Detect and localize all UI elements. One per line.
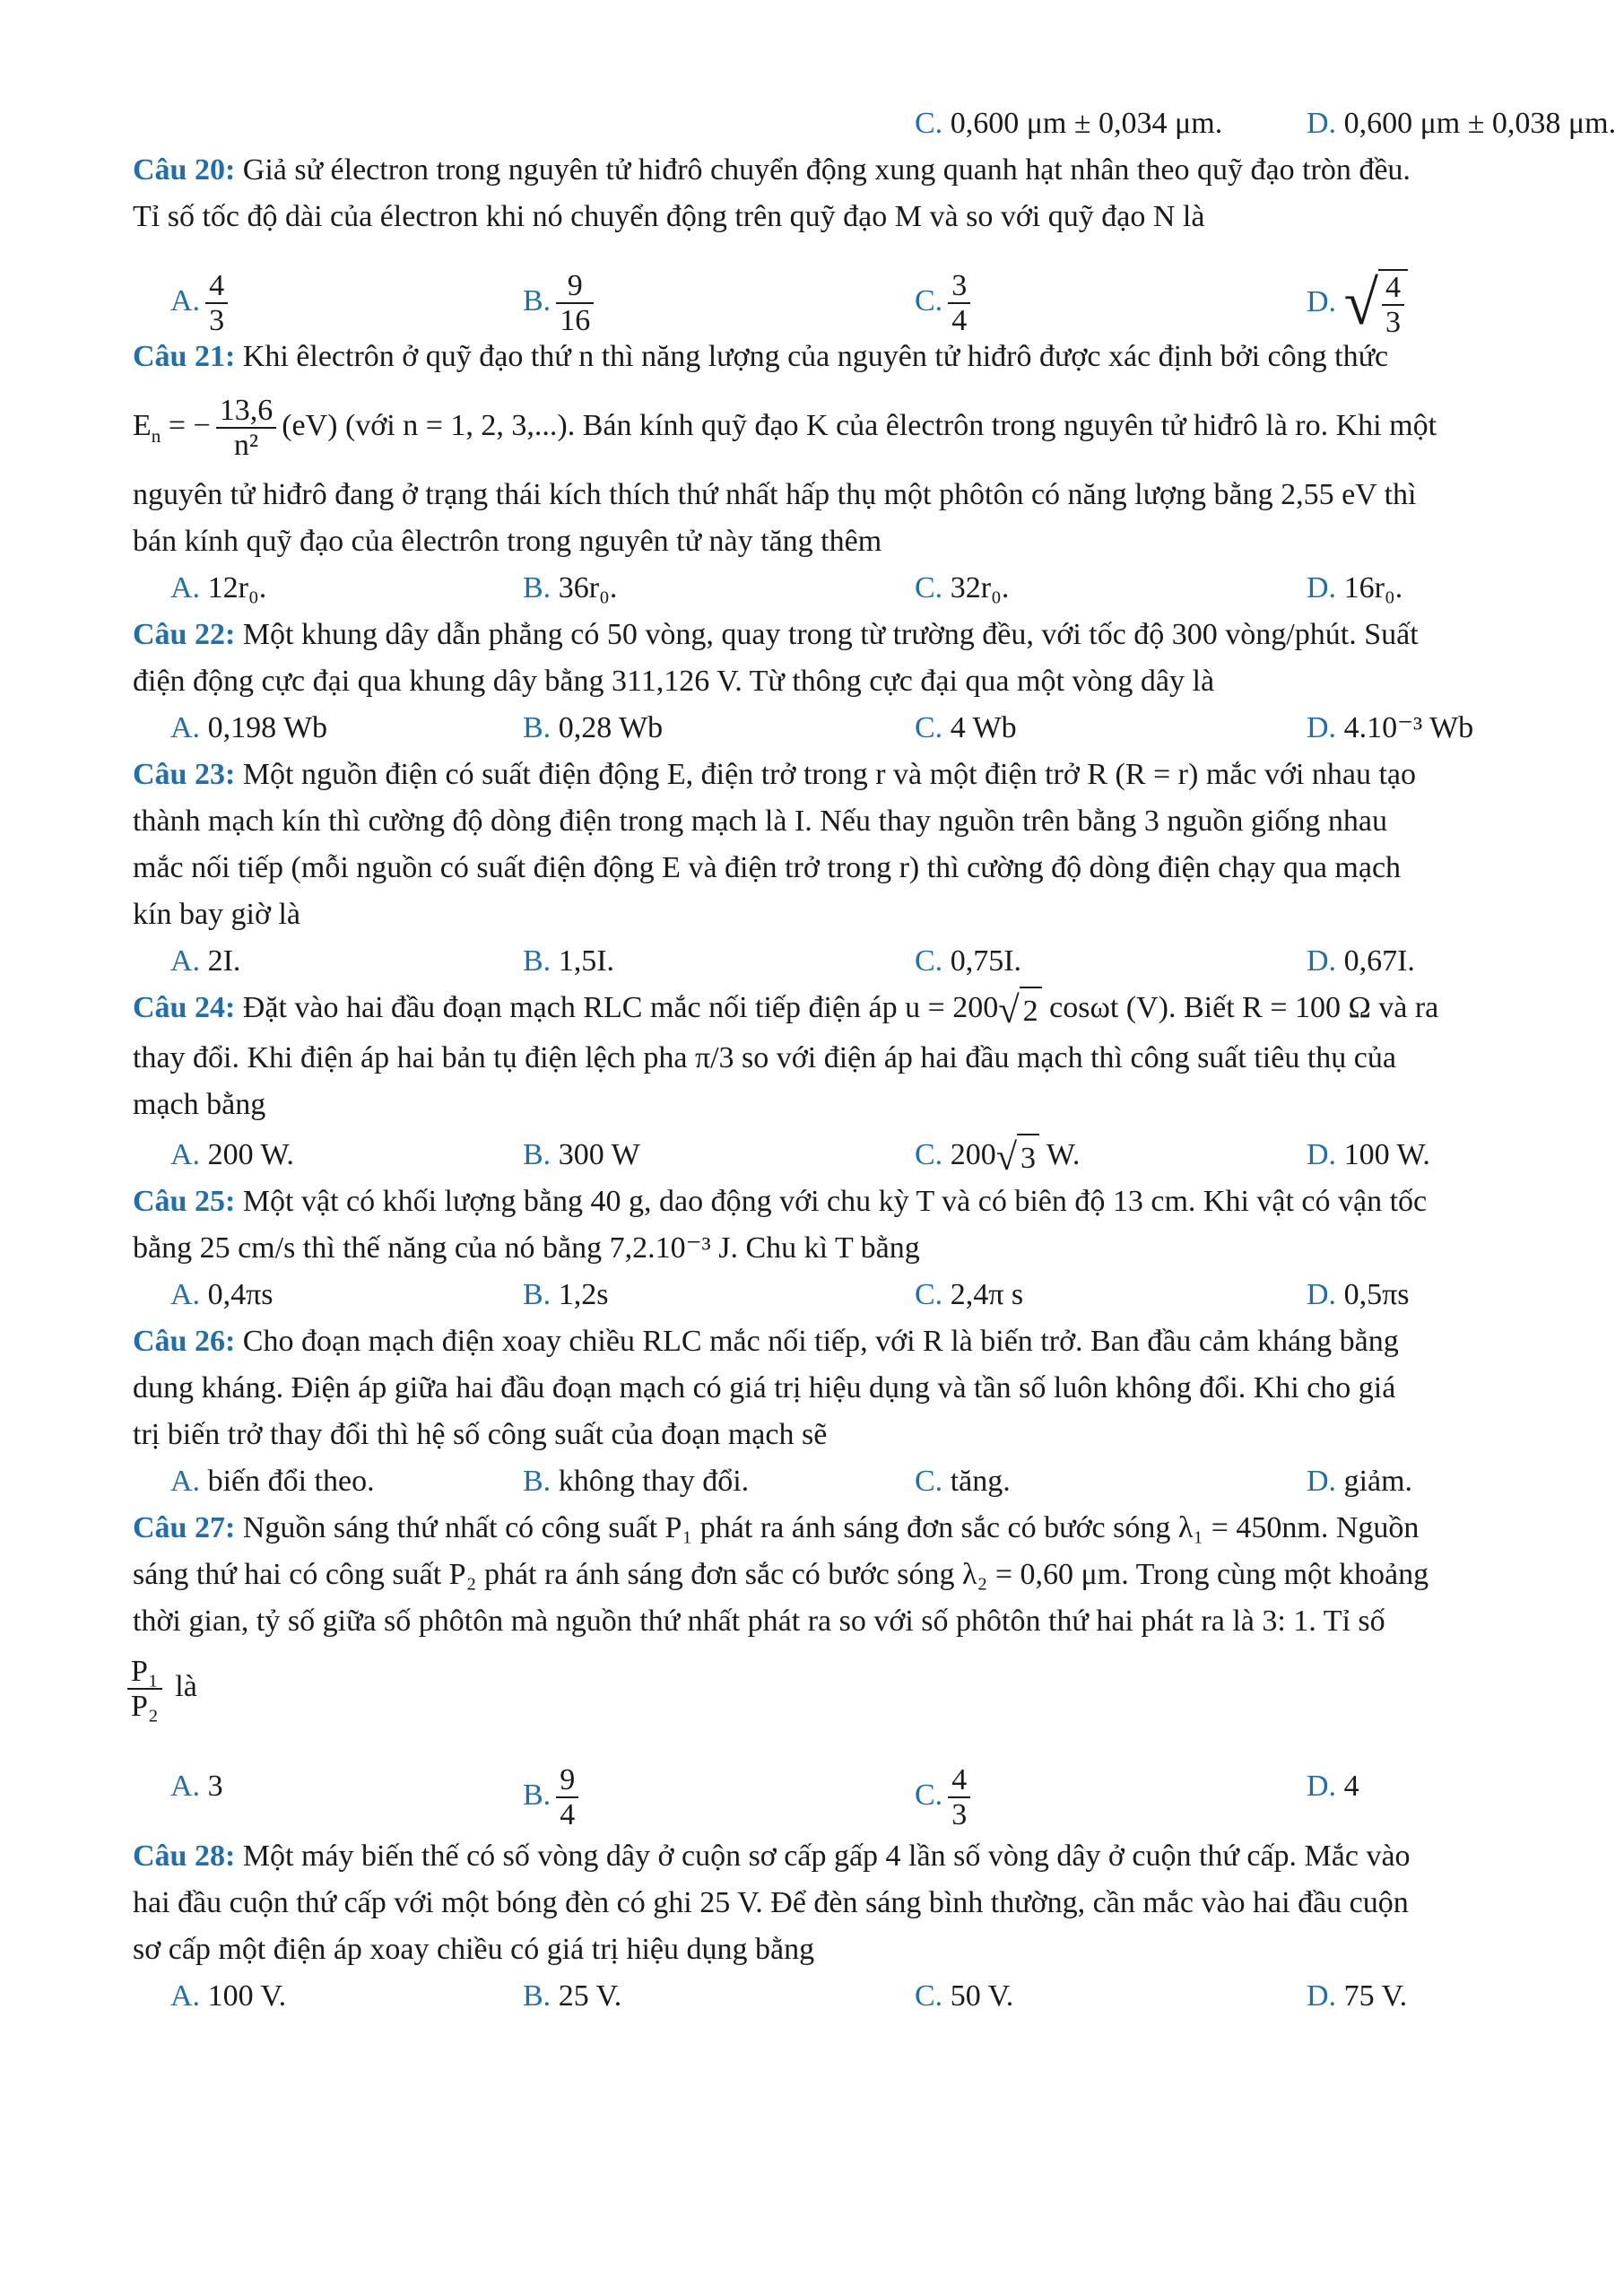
option-c[interactable]: C. 50 V. bbox=[915, 1979, 1014, 2013]
question-text: Câu 20: Giả sử électron trong nguyên tử hiđrô chuyển động xung quanh hạt nhân theo quỹ đạo tròn đều. bbox=[133, 153, 1411, 187]
option-d[interactable]: D. 0,67I. bbox=[1307, 944, 1415, 978]
question-text: mắc nối tiếp (mỗi nguồn có suất điện động E và điện trở trong r) thì cường độ dòng điện chạy qua mạch bbox=[133, 851, 1402, 884]
option-d[interactable]: D. 100 W. bbox=[1307, 1138, 1430, 1171]
option-c[interactable]: C. 0,75I. bbox=[915, 944, 1022, 978]
question-20 bbox=[133, 147, 1532, 240]
option-b[interactable]: B. 0,28 Wb bbox=[523, 711, 664, 744]
option-b[interactable]: B. 1,2s bbox=[523, 1278, 609, 1311]
question-number: Câu 24: bbox=[133, 991, 236, 1024]
option-a[interactable]: A. 0,4πs bbox=[170, 1278, 274, 1311]
question-text: kín bay giờ là bbox=[133, 898, 300, 931]
question-21-formula-line bbox=[133, 386, 1532, 466]
question-text: sáng thứ hai có công suất P₂ phát ra ánh sáng đơn sắc có bước sóng λ₂ = 0,60 μm. Trong cùng một khoảng bbox=[133, 1558, 1429, 1591]
fraction: $\frac{4}{3}$ bbox=[205, 269, 228, 338]
question-text: Câu 26: Cho đoạn mạch điện xoay chiều RLC mắc nối tiếp, với R là biến trở. Ban đầu cảm kháng bằng bbox=[133, 1325, 1399, 1358]
option-c[interactable]: C. tăng. bbox=[915, 1465, 1011, 1498]
question-27 bbox=[133, 1505, 1532, 1645]
options-row-26 bbox=[170, 1458, 1515, 1505]
question-text: trị biến trở thay đổi thì hệ số công suất của đoạn mạch sẽ bbox=[133, 1418, 828, 1451]
question-text: (với n = 1, 2, 3,...). Bán kính quỹ đạo K của êlectrôn trong nguyên tử hiđrô là ro. Khi một bbox=[344, 409, 1437, 442]
question-text: bằng 25 cm/s thì thế năng của nó bằng 7,2.10⁻³ J. Chu kì T bằng bbox=[133, 1231, 920, 1265]
question-number: Câu 25: bbox=[133, 1185, 236, 1218]
question-text: Câu 21: Khi êlectrôn ở quỹ đạo thứ n thì năng lượng của nguyên tử hiđrô được xác định bởi công thức bbox=[133, 340, 1389, 373]
option-b[interactable]: B. 25 V. bbox=[523, 1979, 622, 2013]
option-b[interactable]: B. 1,5I. bbox=[523, 944, 615, 978]
option-a[interactable]: A. 2I. bbox=[170, 944, 241, 978]
option-a[interactable]: A. 100 V. bbox=[170, 1979, 287, 2013]
option-b[interactable]: B. 36r₀. bbox=[523, 571, 618, 604]
square-root: √ $\frac{4}{3}$ bbox=[1344, 269, 1408, 340]
question-text: Câu 24: Đặt vào hai đầu đoạn mạch RLC mắc nối tiếp điện áp u = 200√ 2 cosωt (V). Biết R = 100 Ω và ra bbox=[133, 985, 1532, 1035]
option-a[interactable]: A. 12r₀. bbox=[170, 571, 267, 604]
square-root: √ 3 bbox=[996, 1133, 1039, 1182]
option-c[interactable]: C. 2,4π s bbox=[915, 1278, 1024, 1311]
question-23 bbox=[133, 752, 1532, 938]
question-27-ratio: $\frac{\text{P₁}}{\text{P₂}}$ là bbox=[127, 1647, 1526, 1727]
options-row-20 bbox=[170, 248, 1515, 340]
fraction: $\frac{3}{4}$ bbox=[948, 269, 970, 338]
options-row-22 bbox=[170, 705, 1515, 752]
option-a[interactable]: A. $\frac{4}{3}$ bbox=[170, 269, 233, 338]
question-26 bbox=[133, 1318, 1532, 1458]
option-d[interactable]: D. 0,5πs bbox=[1307, 1278, 1410, 1311]
options-row-25 bbox=[170, 1272, 1515, 1318]
options-row-23 bbox=[170, 938, 1515, 985]
option-d[interactable]: D. giảm. bbox=[1307, 1465, 1413, 1498]
option-a[interactable]: A. 0,198 Wb bbox=[170, 711, 328, 744]
energy-formula: $E_n$ = − $\frac{13,6}{\text{n²}}$ (eV) bbox=[133, 393, 338, 463]
options-row-prev bbox=[170, 100, 1617, 147]
question-text: thay đổi. Khi điện áp hai bản tụ điện lệch pha π/3 so với điện áp hai đầu mạch thì công suất tiêu thụ của bbox=[133, 1040, 1396, 1074]
question-24 bbox=[133, 985, 1532, 1128]
question-text: Câu 22: Một khung dây dẫn phẳng có 50 vòng, quay trong từ trường đều, với tốc độ 300 vòng/phút. Suất bbox=[133, 618, 1419, 651]
question-number: Câu 22: bbox=[133, 618, 236, 651]
question-number: Câu 23: bbox=[133, 758, 236, 791]
question-number: Câu 27: bbox=[133, 1511, 236, 1544]
options-row-21 bbox=[170, 565, 1515, 612]
question-number: Câu 20: bbox=[133, 153, 236, 187]
question-number: Câu 26: bbox=[133, 1325, 236, 1358]
option-b[interactable]: B. $\frac{9}{16}$ bbox=[523, 269, 599, 338]
option-b[interactable]: B. không thay đổi. bbox=[523, 1465, 750, 1498]
question-text: Câu 28: Một máy biến thế có số vòng dây ở cuộn sơ cấp gấp 4 lần số vòng dây ở cuộn thứ cấp. Mắc vào bbox=[133, 1839, 1411, 1873]
option-c[interactable]: C. 4 Wb bbox=[915, 711, 1017, 744]
options-row-27 bbox=[170, 1742, 1515, 1831]
fraction: $\frac{4}{3}$ bbox=[948, 1763, 970, 1832]
fraction: $\frac{9}{4}$ bbox=[556, 1763, 578, 1832]
fraction: $\frac{9}{16}$ bbox=[556, 269, 594, 338]
option-c[interactable]: C. 32r₀. bbox=[915, 571, 1010, 604]
options-row-28 bbox=[170, 1973, 1515, 2020]
option-d[interactable]: D. 4 bbox=[1307, 1770, 1359, 1803]
question-text: Câu 23: Một nguồn điện có suất điện động E, điện trở trong r và một điện trở R (R = r) mắc với nhau tạo bbox=[133, 758, 1416, 791]
question-text: Tỉ số tốc độ dài của électron khi nó chuyển động trên quỹ đạo M và so với quỹ đạo N là bbox=[133, 200, 1205, 233]
question-text: Câu 25: Một vật có khối lượng bằng 40 g, dao động với chu kỳ T và có biên độ 13 cm. Khi vật có vận tốc bbox=[133, 1185, 1428, 1218]
option-d[interactable]: D. 0,600 μm ± 0,038 μm. bbox=[1307, 107, 1617, 140]
option-c[interactable]: C. 0,600 μm ± 0,034 μm. bbox=[915, 107, 1223, 140]
question-25 bbox=[133, 1178, 1532, 1272]
options-row-24 bbox=[170, 1132, 1515, 1178]
question-text: bán kính quỹ đạo của êlectrôn trong nguyên tử này tăng thêm bbox=[133, 525, 882, 558]
option-b[interactable]: B. $\frac{9}{4}$ bbox=[523, 1763, 584, 1832]
question-number: Câu 28: bbox=[133, 1839, 236, 1873]
option-d[interactable]: D. 75 V. bbox=[1307, 1979, 1408, 2013]
power-ratio: $\frac{\text{P₁}}{\text{P₂}}$ bbox=[127, 1655, 162, 1724]
question-text: thành mạch kín thì cường độ dòng điện trong mạch là I. Nếu thay nguồn trên bằng 3 nguồn giống nhau bbox=[133, 804, 1387, 838]
square-root: √ 2 bbox=[998, 986, 1041, 1035]
option-b[interactable]: B. 300 W bbox=[523, 1138, 640, 1171]
option-a[interactable]: A. 3 bbox=[170, 1770, 223, 1803]
option-c[interactable]: C. 200√ 3 W. bbox=[915, 1132, 1080, 1182]
question-text: dung kháng. Điện áp giữa hai đầu đoạn mạch có giá trị hiệu dụng và tần số luôn không đổi. Khi cho giá bbox=[133, 1371, 1396, 1405]
option-d[interactable]: D. √ $\frac{4}{3}$ bbox=[1307, 269, 1408, 340]
question-22 bbox=[133, 612, 1532, 705]
question-text: hai đầu cuộn thứ cấp với một bóng đèn có ghi 25 V. Để đèn sáng bình thường, cần mắc vào hai đầu cuộn bbox=[133, 1886, 1409, 1919]
question-text: Câu 27: Nguồn sáng thứ nhất có công suất P₁ phát ra ánh sáng đơn sắc có bước sóng λ₁ = 450nm. Nguồn bbox=[133, 1511, 1420, 1544]
question-21-cont bbox=[133, 472, 1532, 565]
option-a[interactable]: A. 200 W. bbox=[170, 1138, 294, 1171]
question-21 bbox=[133, 334, 1532, 380]
option-c[interactable]: C. $\frac{4}{3}$ bbox=[915, 1763, 976, 1832]
question-text: thời gian, tỷ số giữa số phôtôn mà nguồn thứ nhất phát ra so với số phôtôn thứ hai phát ra là 3: 1. Tỉ số bbox=[133, 1605, 1385, 1638]
question-28 bbox=[133, 1833, 1532, 1973]
option-d[interactable]: D. 4.10⁻³ Wb bbox=[1307, 711, 1474, 744]
question-text: điện động cực đại qua khung dây bằng 311,126 V. Từ thông cực đại qua một vòng dây là bbox=[133, 665, 1215, 698]
question-text: nguyên tử hiđrô đang ở trạng thái kích thích thứ nhất hấp thụ một phôtôn có năng lượng bằng 2,55 eV thì bbox=[133, 478, 1417, 511]
option-c[interactable]: C. $\frac{3}{4}$ bbox=[915, 269, 976, 338]
question-number: Câu 21: bbox=[133, 340, 236, 373]
question-text: sơ cấp một điện áp xoay chiều có giá trị hiệu dụng bằng bbox=[133, 1933, 815, 1966]
option-d[interactable]: D. 16r₀. bbox=[1307, 571, 1403, 604]
option-a[interactable]: A. biến đổi theo. bbox=[170, 1465, 375, 1498]
question-text: mạch bằng bbox=[133, 1087, 266, 1121]
